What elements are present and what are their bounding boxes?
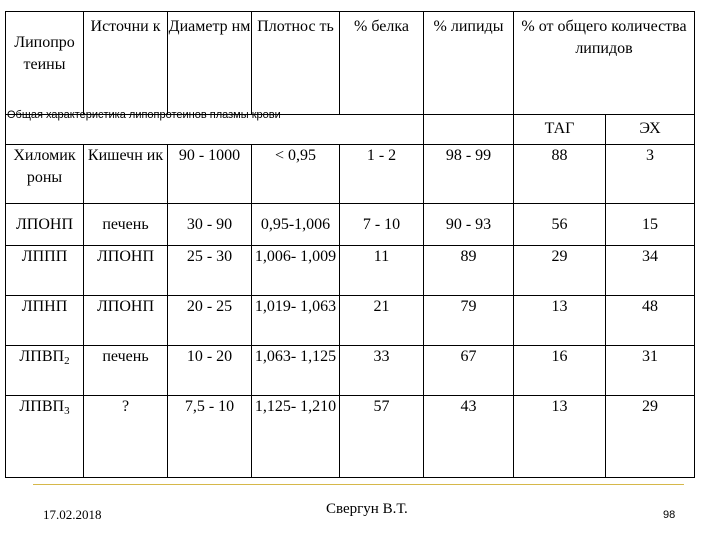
table-row (6, 145, 695, 204)
row-tag: 56 (514, 204, 606, 246)
header-ch: ЭХ (606, 115, 695, 145)
row-source: печень (84, 204, 168, 246)
row-density: 1,125- 1,210 (252, 396, 340, 478)
page-number: 98 (663, 509, 676, 521)
row-protein: 1 - 2 (340, 145, 424, 204)
row-protein: 33 (340, 346, 424, 396)
row-name-subscript: 2 (64, 355, 70, 367)
row-ch: 48 (606, 296, 695, 346)
row-name: ЛПОНП (6, 204, 84, 246)
row-diameter: 30 - 90 (168, 204, 252, 246)
row-source: печень (84, 346, 168, 396)
header-total-lipids: % от общего количества липидов (514, 12, 695, 115)
table-row (6, 296, 695, 346)
row-tag: 13 (514, 296, 606, 346)
row-diameter: 20 - 25 (168, 296, 252, 346)
table-row (6, 246, 695, 296)
header-source: Источни к (84, 12, 168, 115)
header-density: Плотнос ть (252, 12, 340, 115)
row-lipids: 79 (424, 296, 514, 346)
row-name-text: ЛПВП (19, 398, 65, 415)
row-density: 1,019- 1,063 (252, 296, 340, 346)
header-lipoproteins: Липопро теины (6, 12, 84, 115)
row-tag: 16 (514, 346, 606, 396)
row-name: ЛППП (6, 246, 84, 296)
empty-cell (340, 115, 424, 145)
row-name-text: ЛПВП (19, 348, 65, 365)
row-lipids: 90 - 93 (424, 204, 514, 246)
row-protein: 21 (340, 296, 424, 346)
header-diameter: Диаметр нм (168, 12, 252, 115)
header-row (6, 12, 695, 115)
row-tag: 13 (514, 396, 606, 478)
row-lipids: 67 (424, 346, 514, 396)
row-tag: 88 (514, 145, 606, 204)
header-lipids: % липиды (424, 12, 514, 115)
bottom-rule (33, 484, 684, 485)
footer-author: Свергун В.Т. (326, 501, 408, 517)
table-row (6, 346, 695, 396)
row-name-subscript: 3 (64, 405, 70, 417)
row-protein: 57 (340, 396, 424, 478)
row-lipids: 43 (424, 396, 514, 478)
row-name: ЛПНП (6, 296, 84, 346)
row-ch: 29 (606, 396, 695, 478)
row-tag: 29 (514, 246, 606, 296)
footer-date: 17.02.2018 (43, 507, 102, 522)
row-protein: 11 (340, 246, 424, 296)
row-diameter: 25 - 30 (168, 246, 252, 296)
row-ch: 34 (606, 246, 695, 296)
row-ch: 31 (606, 346, 695, 396)
row-diameter: 7,5 - 10 (168, 396, 252, 478)
row-source: ? (84, 396, 168, 478)
table-caption: Общая характеристика липопротеинов плазмы крови (7, 109, 281, 121)
row-lipids: 98 - 99 (424, 145, 514, 204)
row-name (6, 396, 84, 478)
row-lipids: 89 (424, 246, 514, 296)
row-protein: 7 - 10 (340, 204, 424, 246)
header-protein: % белка (340, 12, 424, 115)
table-row (6, 396, 695, 478)
row-density: 0,95-1,006 (252, 204, 340, 246)
row-diameter: 90 - 1000 (168, 145, 252, 204)
row-source: ЛПОНП (84, 246, 168, 296)
row-diameter: 10 - 20 (168, 346, 252, 396)
row-density: 1,006- 1,009 (252, 246, 340, 296)
header-tag: ТАГ (514, 115, 606, 145)
row-source: Кишечн ик (84, 145, 168, 204)
row-density: < 0,95 (252, 145, 340, 204)
row-density: 1,063- 1,125 (252, 346, 340, 396)
empty-cell (424, 115, 514, 145)
row-name (6, 346, 84, 396)
lipoprotein-table (5, 11, 695, 478)
row-ch: 3 (606, 145, 695, 204)
row-source: ЛПОНП (84, 296, 168, 346)
row-name: Хиломик роны (6, 145, 84, 204)
table-row (6, 204, 695, 246)
row-ch: 15 (606, 204, 695, 246)
